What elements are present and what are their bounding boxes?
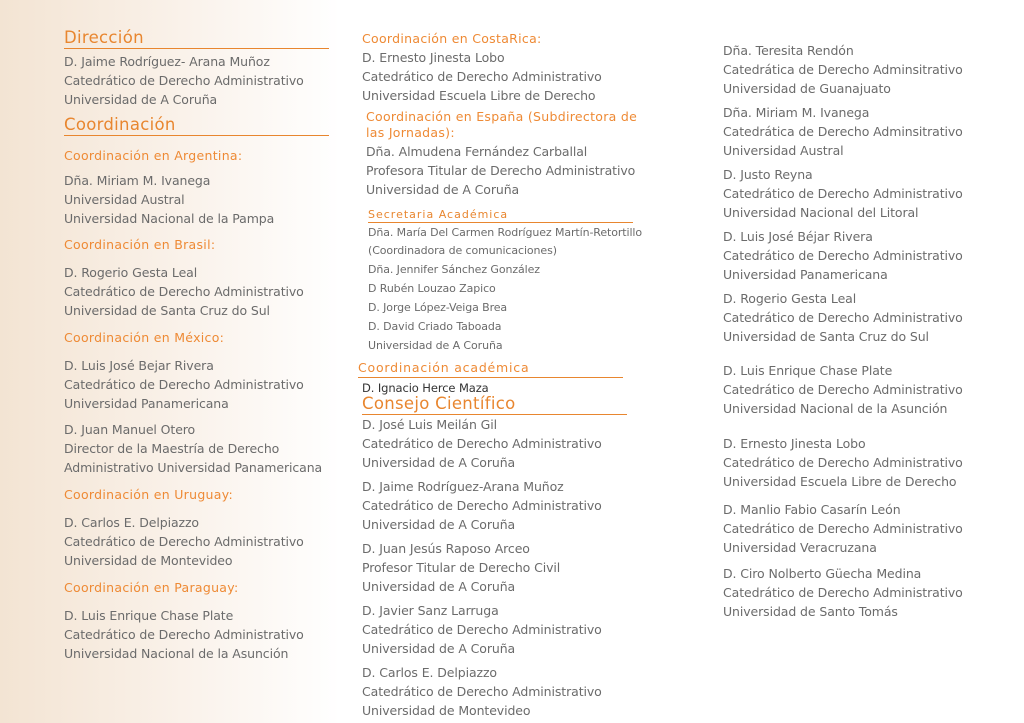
mexico2-position: Director de la Maestría de Derecho — [64, 441, 280, 456]
consejo-member — [362, 539, 627, 596]
member-university: Universidad Panamericana — [723, 267, 888, 282]
mexico-section — [64, 329, 322, 477]
direccion-position: Catedrático de Derecho Administrativo — [64, 73, 304, 88]
espana-heading: Coordinación en España (Subdirectora de las Jornadas): — [366, 109, 638, 140]
uruguay-name: D. Carlos E. Delpiazzo — [64, 515, 199, 530]
member-position: Catedrático de Derecho Administrativo — [723, 186, 963, 201]
consejo-member-name: D. Javier Sanz Larruga — [362, 603, 499, 618]
consejo-member-position: Catedrático de Derecho Administrativo — [362, 498, 602, 513]
consejo-member-position: Catedrático de Derecho Administrativo — [362, 436, 602, 451]
secretaria-heading: Secretaria Académica — [368, 208, 633, 223]
costarica-university: Universidad Escuela Libre de Derecho — [362, 88, 596, 103]
argentina-name: Dña. Miriam M. Ivanega — [64, 173, 211, 188]
member-name: D. Justo Reyna — [723, 167, 813, 182]
brasil-section — [64, 236, 304, 320]
coordinacion-heading: Coordinación — [64, 115, 329, 136]
costarica-name: D. Ernesto Jinesta Lobo — [362, 50, 505, 65]
secretaria-line-6: D. David Criado Taboada — [368, 320, 502, 333]
consejo-member — [362, 663, 627, 720]
paraguay-heading: Coordinación en Paraguay: — [64, 580, 239, 595]
mexico2-position-2: Administrativo Universidad Panamericana — [64, 460, 323, 475]
member-position: Catedrático de Derecho Administrativo — [723, 310, 963, 325]
consejo-member-university: Universidad de A Coruña — [362, 579, 516, 594]
consejo-member — [723, 500, 963, 557]
academica-heading: Coordinación académica — [358, 359, 623, 378]
direccion-name: D. Jaime Rodríguez- Arana Muñoz — [64, 54, 270, 69]
espana-name: Dña. Almudena Fernández Carballal — [366, 144, 588, 159]
consejo-member-name: D. Jaime Rodríguez-Arana Muñoz — [362, 479, 564, 494]
academica-section — [358, 357, 623, 396]
direccion-heading: Dirección — [64, 28, 329, 49]
member-name: D. Manlio Fabio Casarín León — [723, 502, 901, 517]
paraguay-position: Catedrático de Derecho Administrativo — [64, 627, 304, 642]
argentina-section — [64, 147, 274, 228]
member-name: D. Luis Enrique Chase Plate — [723, 363, 893, 378]
consejo-member-name: D. Juan Jesús Raposo Arceo — [362, 541, 530, 556]
mexico-university: Universidad Panamericana — [64, 396, 229, 411]
consejo-section — [362, 394, 627, 720]
member-university: Universidad de Santa Cruz do Sul — [723, 329, 929, 344]
member-university: Universidad de Guanajuato — [723, 81, 891, 96]
member-university: Universidad Nacional de la Asunción — [723, 401, 948, 416]
consejo-member-position: Catedrático de Derecho Administrativo — [362, 622, 602, 637]
costarica-heading: Coordinación en CostaRica: — [362, 31, 542, 46]
paraguay-section — [64, 579, 304, 663]
consejo-member — [362, 601, 627, 658]
consejo-member — [723, 361, 963, 418]
member-name: Dña. Teresita Rendón — [723, 43, 854, 58]
member-position: Catedrática de Derecho Adminsitrativo — [723, 62, 963, 77]
member-university: Universidad Austral — [723, 143, 844, 158]
member-name: D. Ciro Nolberto Güecha Medina — [723, 566, 922, 581]
uruguay-heading: Coordinación en Uruguay: — [64, 487, 234, 502]
consejo-member — [723, 103, 963, 160]
member-position: Catedrático de Derecho Administrativo — [723, 455, 963, 470]
member-name: D. Luis José Béjar Rivera — [723, 229, 873, 244]
consejo-member-name: D. Carlos E. Delpiazzo — [362, 665, 497, 680]
espana-position: Profesora Titular de Derecho Administrativo — [366, 163, 636, 178]
member-position: Catedrática de Derecho Adminsitrativo — [723, 124, 963, 139]
espana-university: Universidad de A Coruña — [366, 182, 520, 197]
brasil-position: Catedrático de Derecho Administrativo — [64, 284, 304, 299]
direccion-university: Universidad de A Coruña — [64, 92, 218, 107]
secretaria-section — [368, 203, 642, 355]
paraguay-name: D. Luis Enrique Chase Plate — [64, 608, 234, 623]
member-position: Catedrático de Derecho Administrativo — [723, 382, 963, 397]
member-position: Catedrático de Derecho Administrativo — [723, 521, 963, 536]
secretaria-line-1: Dña. María Del Carmen Rodríguez Martín-Retortillo — [368, 226, 643, 239]
argentina-line-3: Universidad Nacional de la Pampa — [64, 211, 275, 226]
consejo-member — [723, 434, 963, 491]
consejo-member — [723, 41, 963, 98]
member-position: Catedrático de Derecho Administrativo — [723, 585, 963, 600]
consejo-member — [723, 289, 963, 346]
uruguay-section — [64, 486, 304, 570]
academica-name: D. Ignacio Herce Maza — [362, 381, 489, 395]
consejo-member — [723, 165, 963, 222]
consejo-heading: Consejo Científico — [362, 394, 627, 415]
member-name: Dña. Miriam M. Ivanega — [723, 105, 870, 120]
costarica-position: Catedrático de Derecho Administrativo — [362, 69, 602, 84]
uruguay-position: Catedrático de Derecho Administrativo — [64, 534, 304, 549]
member-university: Universidad Veracruzana — [723, 540, 877, 555]
mexico-name: D. Luis José Bejar Rivera — [64, 358, 214, 373]
consejo-member — [362, 415, 627, 472]
member-name: D. Ernesto Jinesta Lobo — [723, 436, 866, 451]
secretaria-line-7: Universidad de A Coruña — [368, 339, 503, 352]
coordinacion-section — [64, 115, 329, 136]
mexico-position: Catedrático de Derecho Administrativo — [64, 377, 304, 392]
member-university: Universidad Nacional del Litoral — [723, 205, 919, 220]
espana-section — [366, 109, 651, 199]
secretaria-line-2: (Coordinadora de comunicaciones) — [368, 244, 557, 257]
secretaria-line-3: Dña. Jennifer Sánchez González — [368, 263, 540, 276]
consejo-member — [723, 227, 963, 284]
mexico-heading: Coordinación en México: — [64, 330, 225, 345]
secretaria-line-4: D Rubén Louzao Zapico — [368, 282, 496, 295]
costarica-section — [362, 30, 602, 105]
consejo-member-university: Universidad de A Coruña — [362, 641, 516, 656]
consejo-member-university: Universidad de A Coruña — [362, 517, 516, 532]
consejo-member-name: D. José Luis Meilán Gil — [362, 417, 498, 432]
consejo-member-university: Universidad de A Coruña — [362, 455, 516, 470]
consejo-member — [362, 477, 627, 534]
argentina-heading: Coordinación en Argentina: — [64, 148, 243, 163]
member-university: Universidad de Santo Tomás — [723, 604, 898, 619]
member-name: D. Rogerio Gesta Leal — [723, 291, 857, 306]
consejo-member — [723, 564, 963, 621]
member-university: Universidad Escuela Libre de Derecho — [723, 474, 957, 489]
brasil-heading: Coordinación en Brasil: — [64, 237, 216, 252]
uruguay-university: Universidad de Montevideo — [64, 553, 233, 568]
mexico2-name: D. Juan Manuel Otero — [64, 422, 196, 437]
consejo-member-position: Profesor Titular de Derecho Civil — [362, 560, 561, 575]
direccion-section — [64, 28, 329, 109]
paraguay-university: Universidad Nacional de la Asunción — [64, 646, 289, 661]
argentina-line-2: Universidad Austral — [64, 192, 185, 207]
brasil-name: D. Rogerio Gesta Leal — [64, 265, 198, 280]
consejo-member-university: Universidad de Montevideo — [362, 703, 531, 718]
secretaria-line-5: D. Jorge López-Veiga Brea — [368, 301, 508, 314]
member-position: Catedrático de Derecho Administrativo — [723, 248, 963, 263]
consejo-member-position: Catedrático de Derecho Administrativo — [362, 684, 602, 699]
brasil-university: Universidad de Santa Cruz do Sul — [64, 303, 270, 318]
